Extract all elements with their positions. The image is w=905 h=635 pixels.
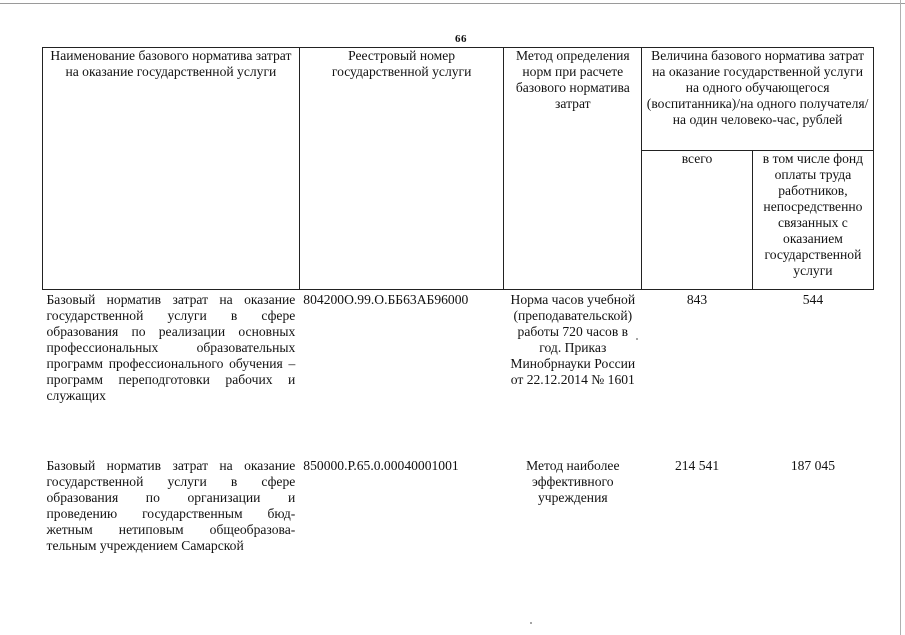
header-row (43, 48, 874, 151)
row-method: Метод наиболее эффективного учреждения (526, 458, 620, 505)
scan-edge-right (900, 0, 901, 635)
header-method: Метод определения норм при расчете базового норматива затрат (504, 48, 642, 290)
header-name: Наименование базового норматива затрат на оказание государственной услуги (43, 48, 300, 290)
row-registry: 850000.Р.65.0.00040001001 (303, 458, 459, 473)
table-row (43, 290, 874, 457)
header-wage-fund: в том числе фонд оплаты труда работников, непосредственно связанных с оказанием государственной услуги (752, 151, 873, 290)
header-value: Величина базового норматива затрат на оказание государственной услуги на одного обучающегося (воспитанника)/на одного получателя/на один человеко-час, рублей (642, 48, 874, 151)
table-row (43, 456, 874, 588)
header-total: всего (642, 151, 753, 290)
row-wage-fund: 544 (802, 292, 824, 307)
scan-speck (636, 338, 638, 340)
row-method: Норма часов учебной (преподавательской) работы 720 часов в год. Приказ Минобрнауки России от 22.12.2014 № 1601 (510, 292, 636, 387)
scan-speck (530, 622, 532, 624)
page-number: 66 (455, 33, 467, 45)
row-wage-fund: 187 045 (790, 458, 836, 473)
scan-edge-top (0, 3, 905, 4)
row-registry: 804200О.99.О.ББ63АБ96000 (303, 292, 469, 307)
norms-table (42, 47, 874, 588)
row-total: 214 541 (674, 458, 720, 473)
row-name: Базовый норматив затрат на оказание государственной услуги в сфере образования по реализации основных профессиональных образовательных программ профессионального обучения – программ переподготовки рабочих и служащих (46, 292, 296, 403)
table-header (43, 48, 874, 290)
row-total: 843 (686, 292, 708, 307)
header-registry: Реестровый номер государственной услуги (299, 48, 504, 290)
row-name: Базовый норматив затрат на оказание государственной услуги в сфере образования по организации и проведению государственным бюд-жетным нетиповым общеобразова-тельным учреждением Самарской (46, 458, 296, 553)
